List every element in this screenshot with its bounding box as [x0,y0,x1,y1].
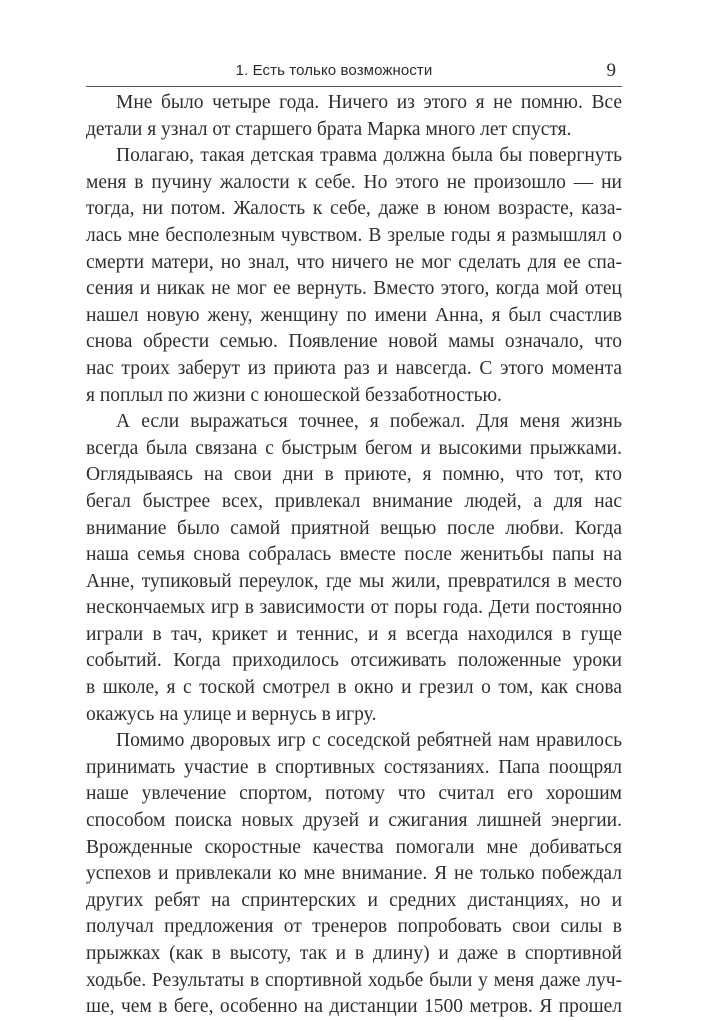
paragraph-3-line: событий. Когда приходилось отсиживать положенные уроки [86,650,622,672]
paragraph-4-line: наше увлечение спортом, потому что считал его хорошим [86,783,622,805]
paragraph-3-line: Оглядываясь на свои дни в приюте, я помню, что тот, кто [86,464,622,486]
paragraph-3-line: А если выражаться точнее, я побежал. Для меня жизнь [116,411,622,433]
paragraph-2-line: смерти матери, но знал, что ничего не мог сделать для ее спа- [86,251,622,273]
paragraph-4-line: способом поиска новых друзей и сжигания лишней энергии. [86,810,622,832]
paragraph-4-line: получал предложения от тренеров попробовать свои силы в [86,916,622,938]
paragraph-3-line: бегал быстрее всех, привлекал внимание людей, а для нас [86,490,622,512]
paragraph-2-line: я поплыл по жизни с юношеской беззаботностью. [86,384,502,406]
paragraph-3-line: играли в тач, крикет и теннис, и я всегда находился в гуще [86,623,622,645]
paragraph-3-line: наша семья снова собралась вместе после женитьбы папы на [86,544,622,566]
body-text [86,90,622,1021]
paragraph-2-line: снова обрести семью. Появление новой мамы означало, что [86,331,622,353]
paragraph-3-line: в школе, я с тоской смотрел в окно и грезил о том, как снова [86,677,622,699]
paragraph-4-line: ходьбе. Результаты в спортивной ходьбе были у меня даже луч- [86,969,622,991]
paragraph-4-line: других ребят на спринтерских и средних дистанциях, но и [86,889,622,911]
paragraph-2-line: нас троих заберут из приюта раз и навсегда. С этого момента [86,357,622,379]
header-rule [86,86,622,87]
paragraph-2-line: сения и никак не мог ее вернуть. Вместо этого, когда мой отец [86,278,622,300]
paragraph-3-line: всегда была связана с быстрым бегом и высокими прыжками. [86,437,622,459]
paragraph-2-line: Полагаю, такая детская травма должна была бы повергнуть [116,145,622,167]
paragraph-1-line: детали я узнал от старшего брата Марка много лет спустя. [86,118,572,140]
paragraph-4-line: успехов и привлекали ко мне внимание. Я не только побеждал [86,863,622,885]
paragraph-3-line: окажусь на улице и вернусь в игру. [86,703,377,725]
page-number: 9 [606,60,616,81]
chapter-title: 1. Есть только возможности [235,62,433,79]
paragraph-1-line: Мне было четыре года. Ничего из этого я не помню. Все [116,92,622,113]
paragraph-2-line: тогда, ни потом. Жалость к себе, даже в юном возрасте, каза- [86,198,622,220]
paragraph-4-line: Врожденные скоростные качества помогали мне добиваться [86,836,622,858]
paragraph-2-line: нашел новую жену, женщину по имени Анна, я был счастлив [86,304,622,326]
paragraph-2-line: лась мне бесполезным чувством. В зрелые годы я размышлял о [86,224,622,246]
paragraph-3-line: нескончаемых игр в зависимости от поры года. Дети постоянно [86,597,622,619]
paragraph-4-line: прыжках (как в высоту, так и в длину) и даже в спортивной [86,943,622,964]
running-head [86,62,622,84]
paragraph-4-line: принимать участие в спортивных состязаниях. Папа поощрял [86,756,622,778]
paragraph-2-line: меня в пучину жалости к себе. Но этого не произошло — ни [86,171,622,193]
paragraph-4-line: Помимо дворовых игр с соседской ребятней нам нравилось [116,730,622,752]
paragraph-3-line: внимание было самой приятной вещью после любви. Когда [86,517,622,539]
paragraph-3-line: Анне, тупиковый переулок, где мы жили, превратился в место [86,570,622,592]
paragraph-4-line: ше, чем в беге, особенно на дистанции 1500 метров. Я прошел [86,996,622,1018]
